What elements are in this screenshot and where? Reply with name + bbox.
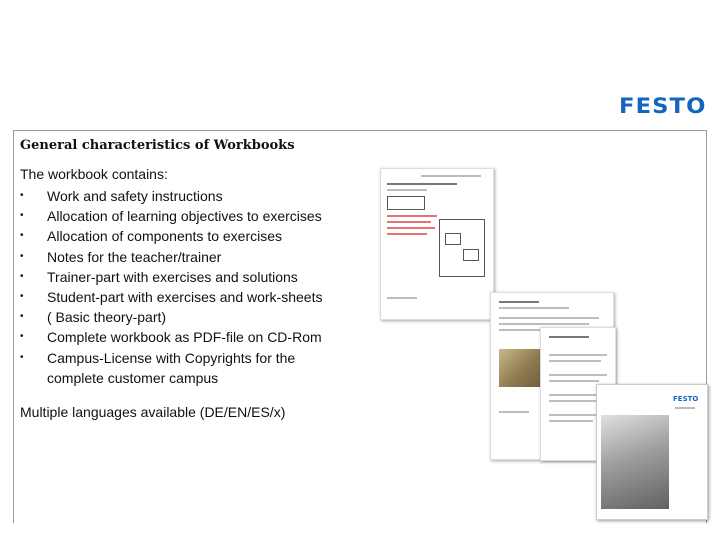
- list-item: [20, 348, 340, 388]
- feature-list: [20, 186, 340, 388]
- list-item-text: Campus-License with Copyrights for the complete customer campus: [47, 349, 296, 386]
- list-item-text: Student-part with exercises and work-sheets: [47, 289, 323, 306]
- bullet-icon: •: [20, 331, 24, 343]
- workbook-page-thumbnail: [380, 168, 494, 320]
- frame-left-border: [13, 130, 14, 523]
- workbook-cover-thumbnail: [596, 384, 708, 520]
- intro-text: The workbook contains:: [20, 166, 168, 182]
- list-item: [20, 267, 340, 287]
- list-item: [20, 186, 340, 206]
- slide-title: General characteristics of Workbooks: [20, 138, 295, 153]
- list-item: [20, 327, 340, 347]
- bullet-icon: •: [20, 230, 24, 242]
- bullet-icon: •: [20, 270, 24, 282]
- list-item-text: Work and safety instructions: [47, 188, 223, 204]
- bullet-icon: •: [20, 190, 24, 201]
- bullet-icon: •: [20, 210, 24, 222]
- bullet-icon: •: [20, 311, 24, 323]
- list-item: [20, 287, 340, 307]
- list-item-text: ( Basic theory-part): [47, 309, 167, 326]
- list-item: [20, 307, 340, 327]
- list-item-text: Trainer-part with exercises and solutions: [47, 268, 298, 285]
- list-item-text: Allocation of components to exercises: [47, 228, 283, 245]
- list-item: [20, 206, 340, 226]
- list-item: [20, 247, 340, 267]
- list-item-text: Allocation of learning objectives to exercises: [47, 208, 322, 225]
- cover-logo: FESTO: [673, 395, 699, 403]
- list-item-text: Notes for the teacher/trainer: [47, 248, 222, 265]
- bullet-icon: •: [20, 291, 24, 303]
- list-item-text: Complete workbook as PDF-file on CD-Rom: [47, 329, 322, 346]
- bullet-icon: •: [20, 351, 24, 363]
- languages-note: Multiple languages available (DE/EN/ES/x): [20, 404, 286, 420]
- festo-logo: FESTO: [619, 94, 707, 118]
- list-item: [20, 226, 340, 246]
- bullet-icon: •: [20, 250, 24, 262]
